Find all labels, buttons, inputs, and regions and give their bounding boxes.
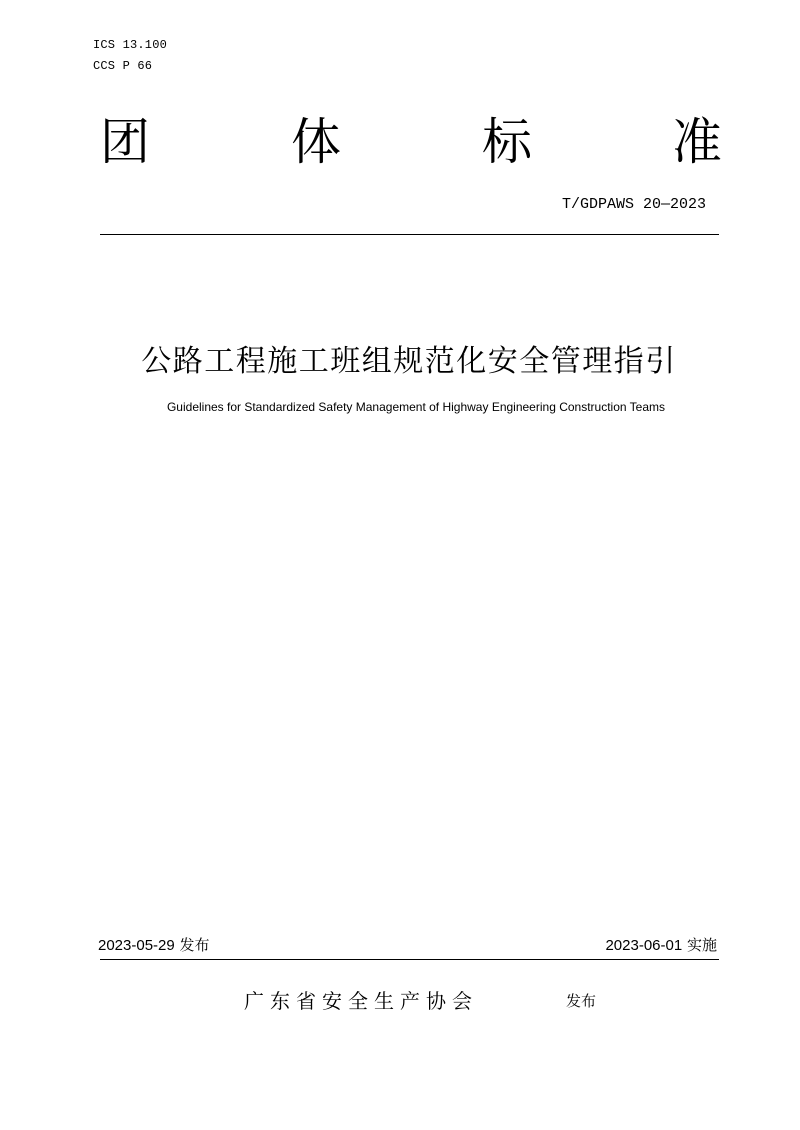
document-title-chinese: 公路工程施工班组规范化安全管理指引 bbox=[141, 344, 677, 379]
footer-divider bbox=[100, 959, 719, 960]
heading-char-zhun: 准 bbox=[672, 113, 722, 171]
heading-char-tuan: 团 bbox=[100, 113, 150, 171]
heading-char-biao: 标 bbox=[482, 113, 532, 171]
issue-date bbox=[98, 935, 210, 956]
implementation-date-value: 2023-06-01 bbox=[605, 937, 683, 954]
issue-date-value: 2023-05-29 bbox=[98, 937, 175, 954]
heading-char-ti: 体 bbox=[291, 113, 341, 171]
implementation-date-label: 实施 bbox=[686, 936, 717, 954]
ics-code: ICS 13.100 bbox=[93, 38, 168, 52]
publisher-name: 广东省安全生产协会 bbox=[244, 989, 478, 1013]
ccs-code: CCS P 66 bbox=[93, 59, 153, 73]
document-title-english: Guidelines for Standardized Safety Management of Highway Engineering Construction Teams bbox=[166, 400, 666, 414]
header-divider bbox=[100, 234, 719, 235]
publisher-label: 发布 bbox=[566, 992, 597, 1010]
issue-date-label: 发布 bbox=[179, 936, 210, 954]
standard-number: T/GDPAWS 20—2023 bbox=[561, 196, 706, 213]
implementation-date bbox=[605, 935, 717, 956]
